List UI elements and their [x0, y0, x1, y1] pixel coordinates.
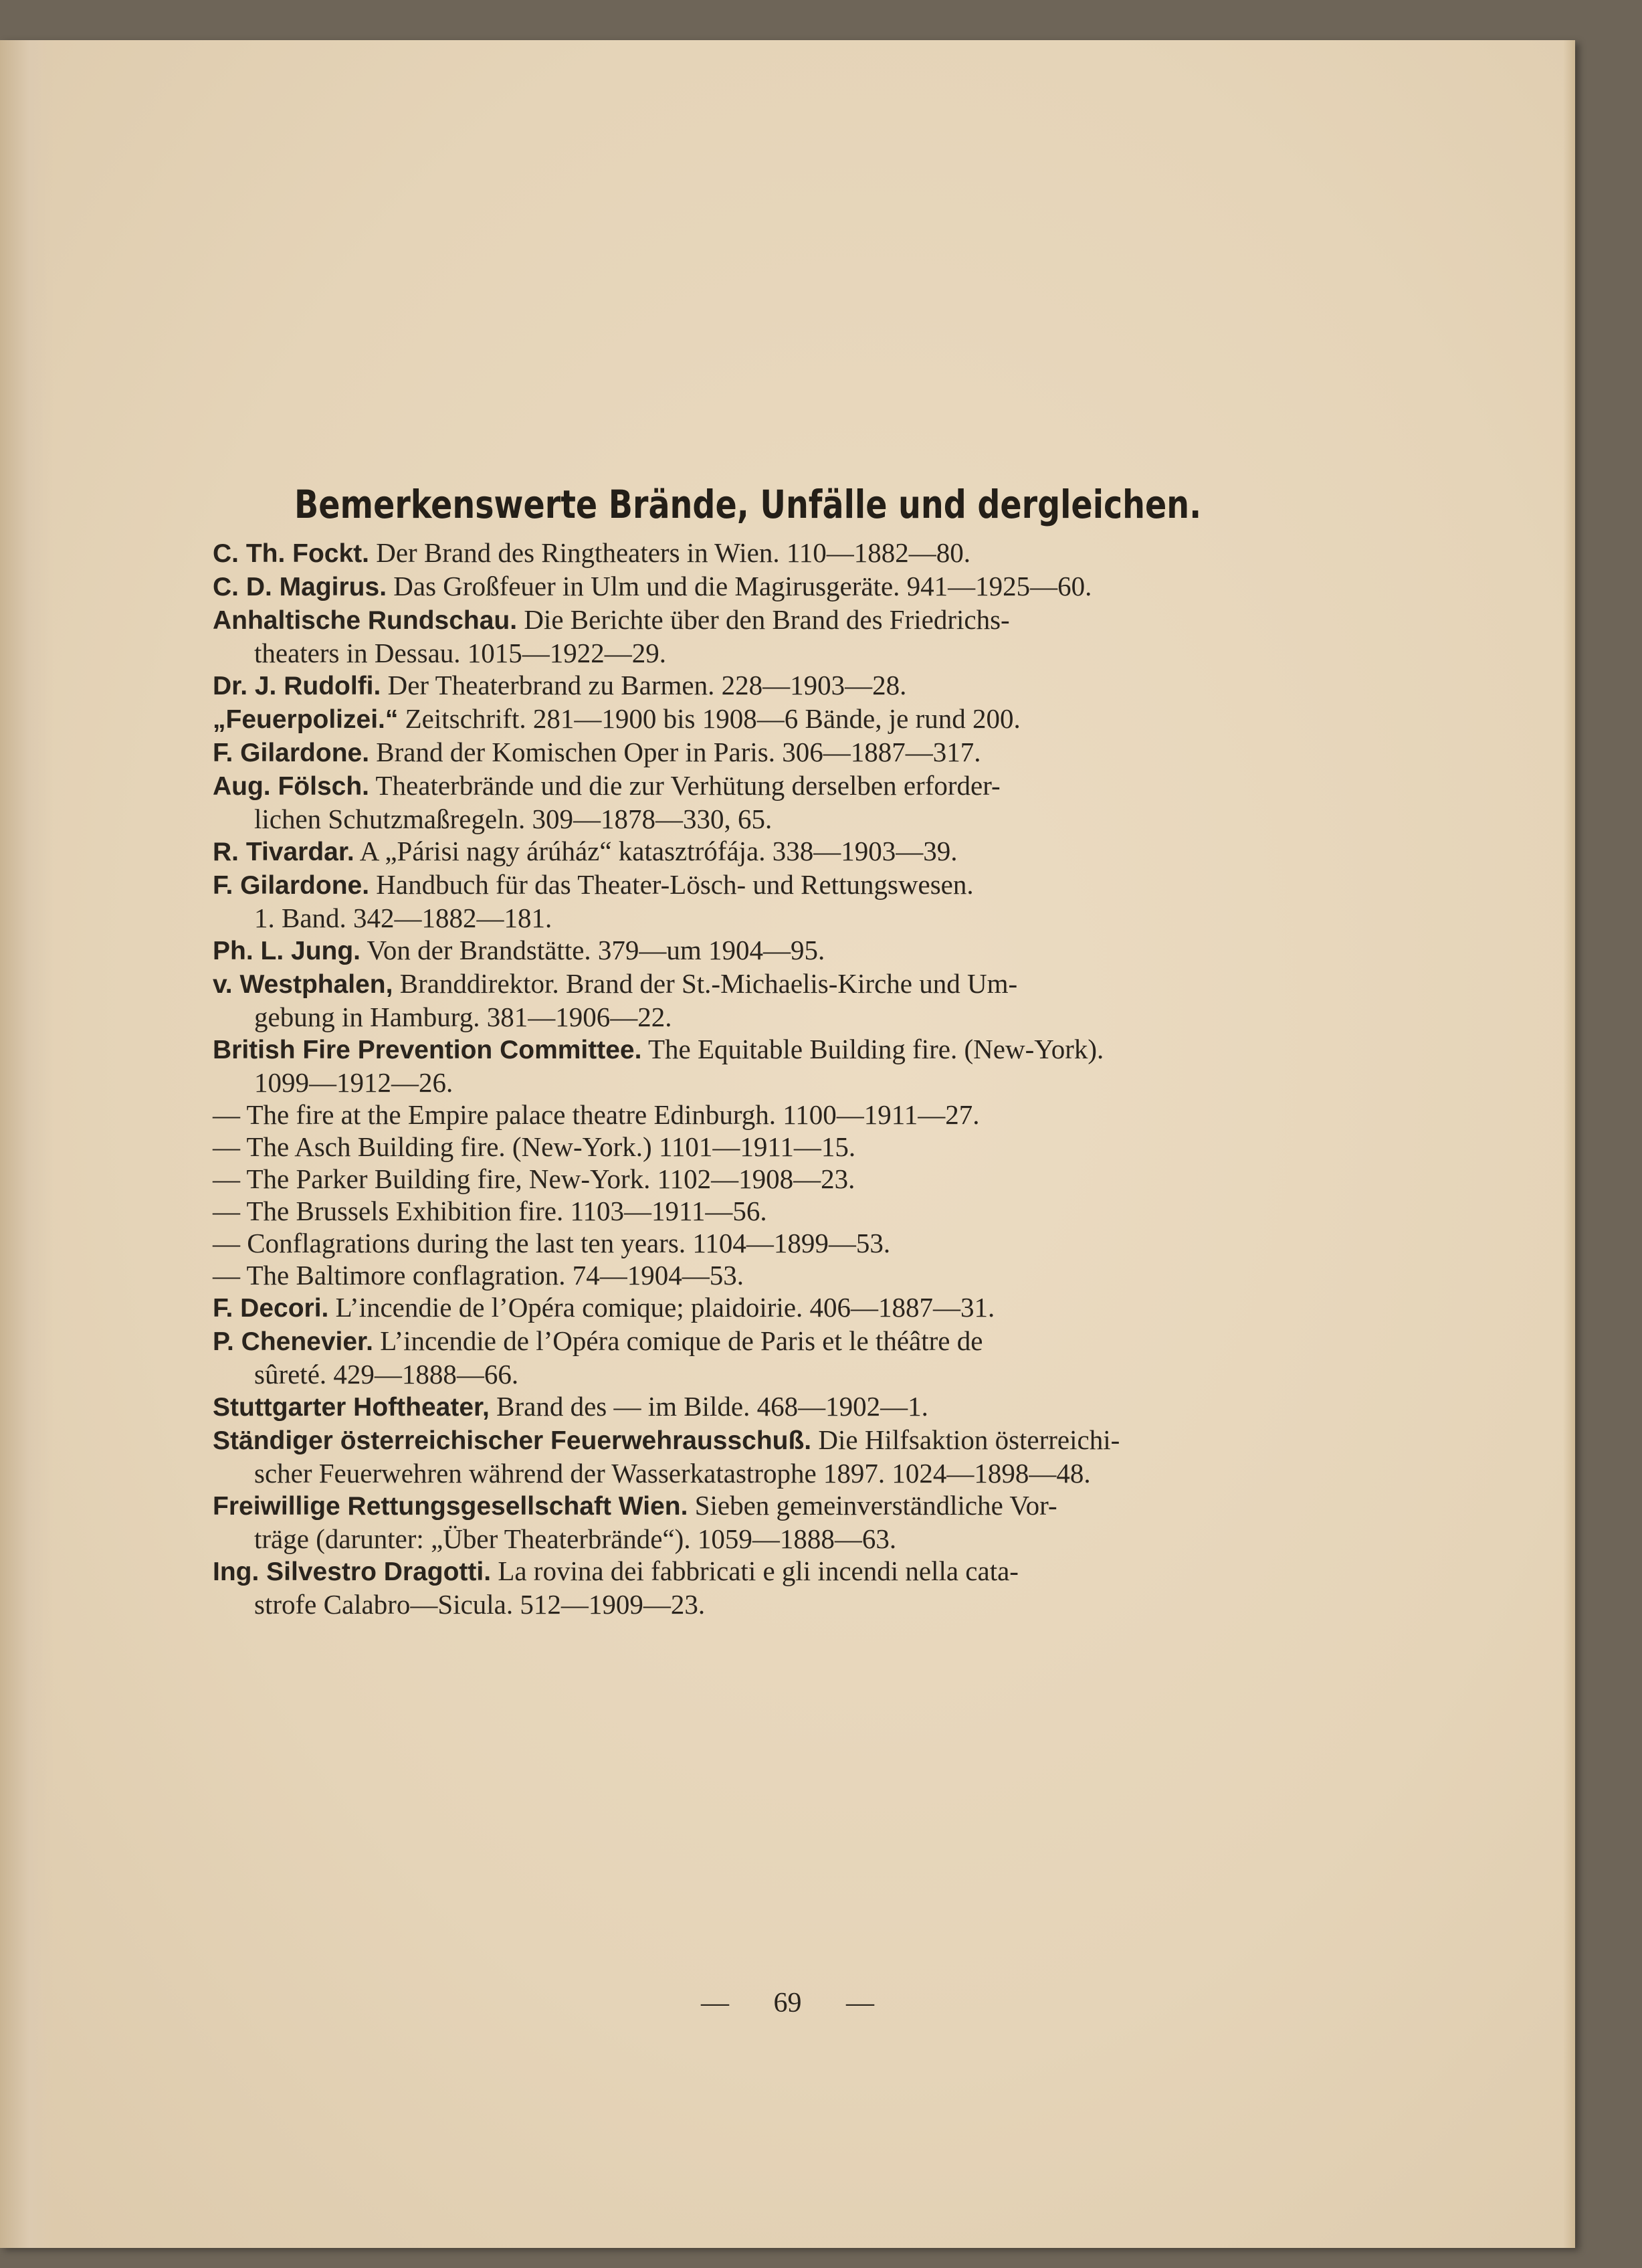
list-item: [213, 868, 1363, 934]
entry-author: Dr. J. Rudolfi.: [213, 672, 381, 700]
entry-author: F. Gilardone.: [213, 871, 370, 900]
entry-text: L’incendie de l’Opéra comique de Paris et le théâtre de: [380, 1325, 983, 1356]
list-item: [213, 1390, 1363, 1424]
list-item: [213, 1424, 1363, 1489]
list-item: [213, 835, 1363, 868]
list-item: [213, 669, 1363, 702]
entry-text: Sieben gemeinverständliche Vor-: [694, 1490, 1057, 1521]
entry-text: Der Theaterbrand zu Barmen. 228—1903—28.: [387, 670, 907, 700]
list-item: [213, 1259, 1363, 1291]
list-item: [213, 1227, 1363, 1259]
entry-text: Theaterbrände und die zur Verhütung derselben erforder-: [375, 770, 1001, 801]
entry-author: Stuttgarter Hoftheater,: [213, 1393, 490, 1422]
list-item: [213, 1195, 1363, 1227]
list-item: [213, 967, 1363, 1033]
entry-continuation: strofe Calabro—Sicula. 512—1909—23.: [254, 1589, 706, 1620]
entry-text: — The Parker Building fire, New-York. 1102—1908—23.: [213, 1163, 855, 1194]
page-footer: [0, 1987, 1575, 2019]
entry-text: Die Berichte über den Brand des Friedrichs-: [524, 604, 1010, 635]
page-number: 69: [773, 1988, 802, 2018]
list-item: [213, 570, 1363, 603]
entry-author: Ph. L. Jung.: [213, 937, 361, 965]
book-page: [0, 40, 1575, 2248]
entry-author: F. Decori.: [213, 1294, 329, 1323]
entry-text: A „Párisi nagy árúház“ katasztrófája. 338—1903—39.: [359, 836, 958, 866]
entry-text: Zeitschrift. 281—1900 bis 1908—6 Bände, je rund 200.: [405, 703, 1021, 734]
entry-continuation: theaters in Dessau. 1015—1922—29.: [254, 638, 667, 668]
entry-author: C. Th. Fockt.: [213, 539, 369, 568]
list-item: [213, 537, 1363, 570]
entry-text: Brand der Komischen Oper in Paris. 306—1887—317.: [376, 737, 981, 767]
entry-continuation: lichen Schutzmaßregeln. 309—1878—330, 65.: [254, 804, 773, 834]
entry-text: Von der Brandstätte. 379—um 1904—95.: [367, 935, 825, 965]
entry-text: Handbuch für das Theater-Lösch- und Rettungswesen.: [376, 869, 974, 900]
entry-continuation: sûreté. 429—1888—66.: [254, 1359, 519, 1390]
entry-text: — The fire at the Empire palace theatre Edinburgh. 1100—1911—27.: [213, 1099, 980, 1130]
list-item: [213, 1033, 1363, 1099]
entry-author: C. D. Magirus.: [213, 573, 387, 601]
entry-continuation: scher Feuerwehren während der Wasserkatastrophe 1897. 1024—1898—48.: [254, 1458, 1091, 1489]
entry-text: — The Asch Building fire. (New-York.) 1101—1911—15.: [213, 1131, 856, 1162]
entry-text: — The Baltimore conflagration. 74—1904—53.: [213, 1260, 744, 1291]
list-item: [213, 1131, 1363, 1163]
footer-dash-right: —: [846, 1988, 874, 2018]
list-item: [213, 1291, 1363, 1325]
bibliography-list: [213, 537, 1363, 1620]
list-item: [213, 1099, 1363, 1131]
entry-author: v. Westphalen,: [213, 970, 393, 999]
entry-continuation: 1. Band. 342—1882—181.: [254, 903, 552, 933]
page-title: Bemerkenswerte Brände, Unfälle und dergleichen.: [294, 482, 1202, 527]
entry-text: Der Brand des Ringtheaters in Wien. 110—1882—80.: [376, 537, 971, 568]
entry-text: — The Brussels Exhibition fire. 1103—1911—56.: [213, 1196, 767, 1226]
entry-text: L’incendie de l’Opéra comique; plaidoirie. 406—1887—31.: [335, 1292, 995, 1323]
entry-text: The Equitable Building fire. (New-York).: [647, 1034, 1104, 1064]
entry-text: Die Hilfsaktion österreichi-: [818, 1424, 1120, 1455]
page-content: [213, 482, 1363, 1620]
list-item: [213, 769, 1363, 835]
entry-text: Das Großfeuer in Ulm und die Magirusgeräte. 941—1925—60.: [393, 571, 1092, 601]
list-item: [213, 603, 1363, 669]
page-gutter-shadow: [0, 40, 54, 2248]
entry-author: Freiwillige Rettungsgesellschaft Wien.: [213, 1492, 688, 1521]
list-item: [213, 1325, 1363, 1390]
list-item: [213, 702, 1363, 736]
entry-author: British Fire Prevention Committee.: [213, 1036, 642, 1064]
entry-text: Branddirektor. Brand der St.-Michaelis-Kirche und Um-: [399, 968, 1018, 999]
entry-author: F. Gilardone.: [213, 739, 370, 767]
entry-continuation: träge (darunter: „Über Theaterbrände“). 1059—1888—63.: [254, 1523, 897, 1554]
entry-text: — Conflagrations during the last ten years. 1104—1899—53.: [213, 1228, 891, 1258]
entry-continuation: gebung in Hamburg. 381—1906—22.: [254, 1002, 672, 1032]
list-item: [213, 934, 1363, 967]
entry-text: Brand des — im Bilde. 468—1902—1.: [496, 1391, 928, 1422]
entry-text: La rovina dei fabbricati e gli incendi nella cata-: [498, 1555, 1019, 1586]
list-item: [213, 736, 1363, 769]
entry-author: Ing. Silvestro Dragotti.: [213, 1557, 492, 1586]
footer-dash-left: —: [701, 1988, 729, 2018]
entry-author: P. Chenevier.: [213, 1327, 373, 1356]
list-item: [213, 1163, 1363, 1195]
entry-author: Anhaltische Rundschau.: [213, 606, 518, 635]
entry-author: „Feuerpolizei.“: [213, 705, 399, 734]
list-item: [213, 1555, 1363, 1620]
entry-author: Aug. Fölsch.: [213, 772, 369, 801]
entry-author: Ständiger österreichischer Feuerwehrausschuß.: [213, 1426, 812, 1455]
page-edge: [1563, 40, 1575, 2248]
entry-continuation: 1099—1912—26.: [254, 1067, 453, 1098]
entry-author: R. Tivardar.: [213, 838, 354, 866]
list-item: [213, 1489, 1363, 1555]
